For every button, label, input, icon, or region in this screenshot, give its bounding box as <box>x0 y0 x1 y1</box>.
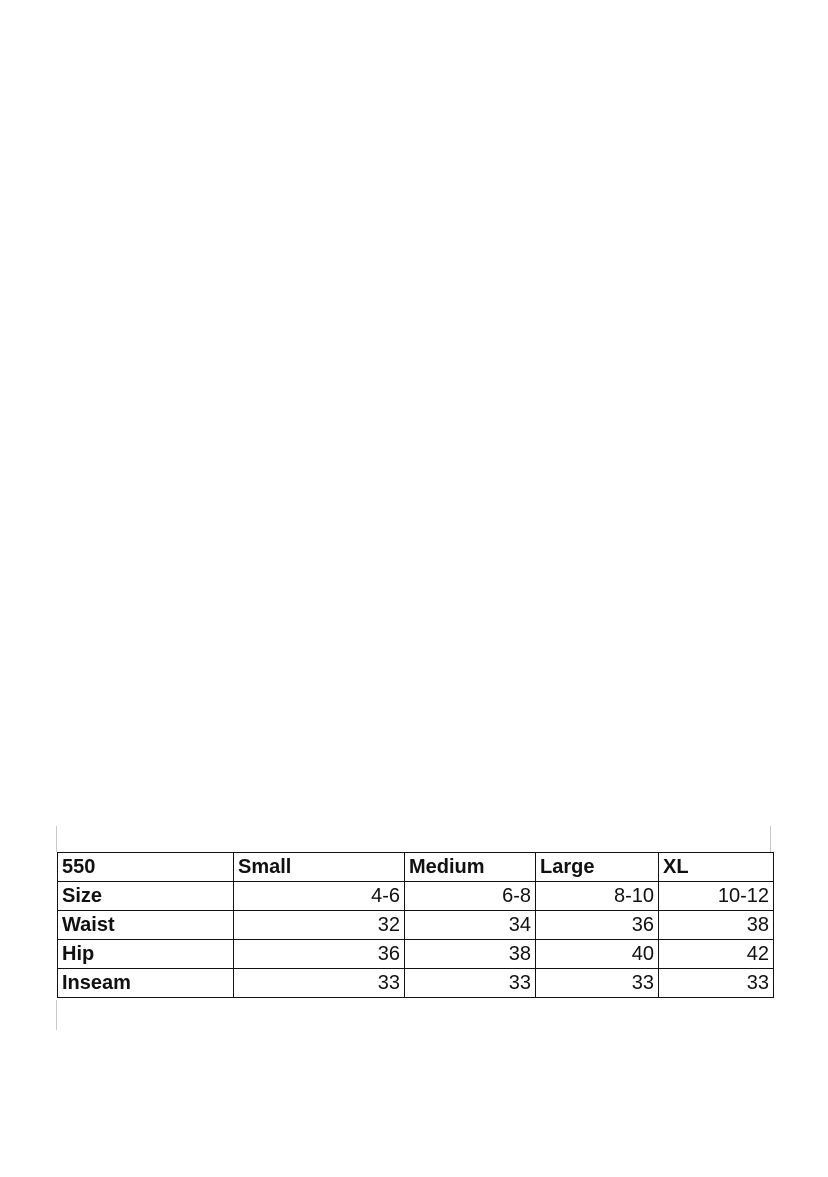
table-cell: 34 <box>405 911 536 940</box>
table-cell: 42 <box>659 940 774 969</box>
table-cell: 36 <box>536 911 659 940</box>
table-header-row <box>58 853 774 882</box>
table-cell: 36 <box>234 940 405 969</box>
table-cell: 8-10 <box>536 882 659 911</box>
table-cell: 33 <box>659 969 774 998</box>
header-cell-xl: XL <box>659 853 774 882</box>
table-cell: 38 <box>405 940 536 969</box>
row-label-size: Size <box>58 882 234 911</box>
row-label-waist: Waist <box>58 911 234 940</box>
table-cell: 33 <box>536 969 659 998</box>
table-cell: 10-12 <box>659 882 774 911</box>
header-cell-large: Large <box>536 853 659 882</box>
gridline-top-left <box>56 826 57 852</box>
gridline-top-right <box>770 826 771 852</box>
size-chart-table <box>57 852 774 998</box>
header-cell-small: Small <box>234 853 405 882</box>
table-cell: 6-8 <box>405 882 536 911</box>
table-cell: 38 <box>659 911 774 940</box>
table-cell: 40 <box>536 940 659 969</box>
gridline-bottom-left <box>56 1000 57 1030</box>
table-cell: 4-6 <box>234 882 405 911</box>
table-row <box>58 911 774 940</box>
table-row <box>58 940 774 969</box>
table-cell: 32 <box>234 911 405 940</box>
table-cell: 33 <box>234 969 405 998</box>
header-cell-style: 550 <box>58 853 234 882</box>
table-cell: 33 <box>405 969 536 998</box>
header-cell-medium: Medium <box>405 853 536 882</box>
row-label-inseam: Inseam <box>58 969 234 998</box>
row-label-hip: Hip <box>58 940 234 969</box>
table-row <box>58 969 774 998</box>
table-row <box>58 882 774 911</box>
